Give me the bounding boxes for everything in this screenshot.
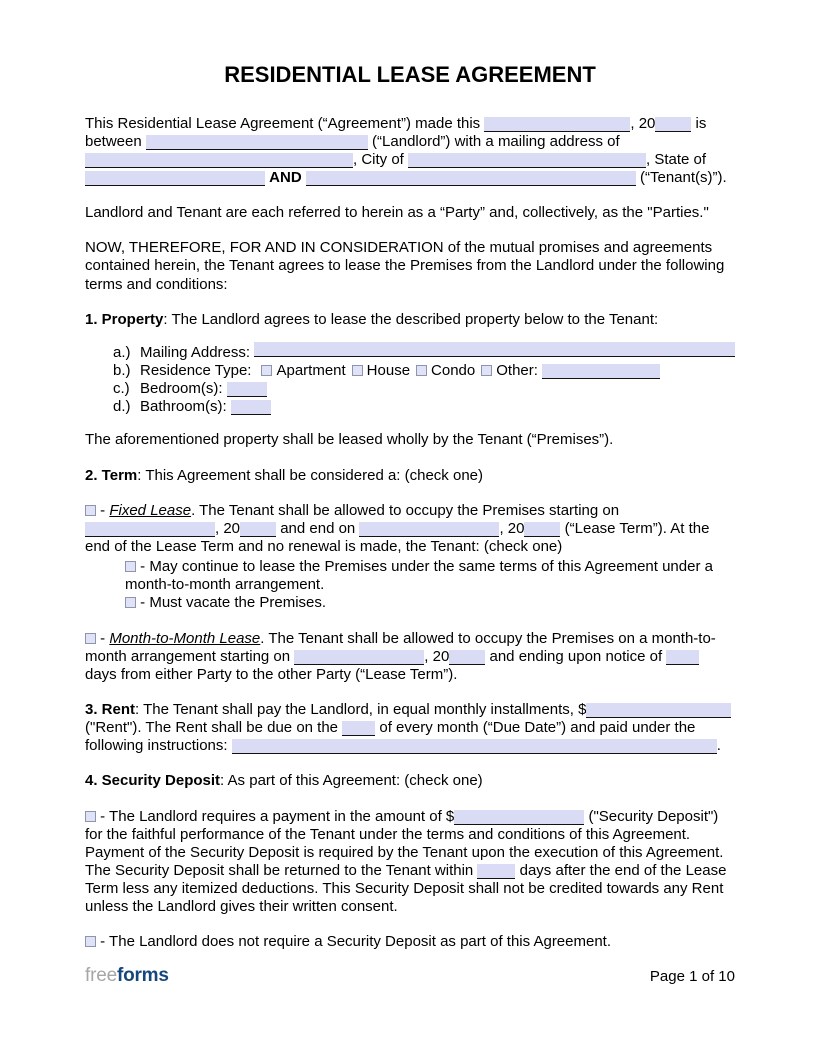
premises-note: The aforementioned property shall be leased wholly by the Tenant (“Premises”).	[85, 431, 614, 449]
fixed-lease-paragraph	[85, 502, 735, 556]
apartment-label: Apartment	[276, 362, 346, 380]
house-checkbox[interactable]	[352, 365, 363, 376]
deposit-text-2: ("Security Deposit") for the faithful performance of the Tenant under the terms and conditions of this Agreement. Payment of the Security Deposit is required by the Tenant upon the execution of this Agreement. The Security Deposit shall be returned to the Tenant within	[85, 807, 724, 879]
option-vacate-text: - Must vacate the Premises.	[136, 594, 327, 612]
mailing-address-label: Mailing Address:	[140, 343, 251, 361]
rent-amount-field[interactable]	[586, 703, 731, 718]
option-continue-row	[125, 558, 735, 594]
rent-period: .	[716, 737, 721, 755]
m2m-dash: -	[96, 629, 110, 647]
term-heading	[85, 467, 735, 485]
agreement-year-field[interactable]	[655, 117, 691, 132]
lease-start-date-field[interactable]	[85, 522, 215, 537]
freeforms-logo	[85, 965, 169, 988]
other-residence-field[interactable]	[542, 364, 660, 379]
intro-text-tenant: (“Tenant(s)”).	[635, 169, 727, 187]
tenant-name-field[interactable]	[306, 171, 636, 186]
continue-lease-checkbox[interactable]	[125, 561, 136, 572]
lease-end-year-field[interactable]	[524, 522, 560, 537]
m2m-notice-days-field[interactable]	[666, 650, 699, 665]
deposit-heading-rest: : As part of this Agreement: (check one)	[220, 772, 483, 790]
fixed-lease-comma20-b: , 20	[499, 519, 525, 537]
intro-text-is-between: is between	[85, 114, 707, 150]
property-list	[113, 342, 735, 417]
fixed-lease-checkbox[interactable]	[85, 505, 96, 516]
vacate-premises-checkbox[interactable]	[125, 597, 136, 608]
m2m-text-1: . The Tenant shall be allowed to occupy the Premises on a month-to-month arrangement starting on	[85, 629, 716, 665]
deposit-amount-field[interactable]	[454, 810, 584, 825]
condo-label: Condo	[431, 362, 476, 380]
no-deposit-paragraph	[85, 933, 735, 951]
property-heading-number: 1. Property	[85, 310, 164, 328]
page-number: Page 1 of 10	[649, 968, 735, 986]
fixed-lease-dash: -	[96, 501, 110, 519]
property-item-mailing-address	[113, 342, 735, 362]
month-to-month-label: Month-to-Month Lease	[109, 629, 261, 647]
house-label: House	[366, 362, 411, 380]
item-c-label: c.)	[113, 380, 130, 398]
term-heading-number: 2. Term	[85, 466, 138, 484]
parties-paragraph: Landlord and Tenant are each referred to herein as a “Party” and, collectively, as the "Parties."	[85, 204, 709, 222]
bathrooms-label: Bathroom(s):	[140, 398, 227, 416]
term-heading-rest: : This Agreement shall be considered a: (check one)	[137, 466, 483, 484]
state-field[interactable]	[85, 171, 265, 186]
rent-text-1: : The Tenant shall pay the Landlord, in equal monthly installments, $	[135, 700, 587, 718]
intro-text-made-this: This Residential Lease Agreement (“Agreement”) made this	[85, 114, 485, 132]
item-b-label: b.)	[113, 362, 131, 380]
month-to-month-checkbox[interactable]	[85, 633, 96, 644]
condo-checkbox[interactable]	[416, 365, 427, 376]
logo-free-text: free	[85, 965, 117, 987]
lease-start-year-field[interactable]	[240, 522, 276, 537]
deposit-heading-number: 4. Security Deposit	[85, 772, 221, 790]
no-deposit-text: - The Landlord does not require a Security Deposit as part of this Agreement.	[96, 933, 612, 951]
deposit-return-days-field[interactable]	[477, 864, 515, 879]
no-deposit-checkbox[interactable]	[85, 936, 96, 947]
deposit-required-paragraph	[85, 808, 735, 917]
bedrooms-field[interactable]	[227, 382, 267, 397]
agreement-date-field[interactable]	[484, 117, 630, 132]
fixed-lease-text-3: (“Lease Term”). At the end of the Lease Term and no renewal is made, the Tenant: (check one)	[85, 519, 710, 555]
intro-paragraph	[85, 115, 735, 188]
intro-text-state-of: , State of	[646, 150, 707, 168]
intro-text-landlord: (“Landlord”) with a mailing address of	[367, 132, 620, 150]
consideration-paragraph: NOW, THEREFORE, FOR AND IN CONSIDERATION of the mutual promises and agreements contained herein, the Tenant agrees to lease the Premises from the Landlord under the following terms and conditions:	[85, 239, 725, 293]
bedrooms-label: Bedroom(s):	[140, 380, 223, 398]
rent-heading-number: 3. Rent	[85, 700, 136, 718]
deposit-text-3: days after the end of the Lease Term less any itemized deductions. This Security Deposit shall not be credited towards any Rent unless the Landlord gives their written consent.	[85, 861, 727, 916]
fixed-lease-text-1: . The Tenant shall be allowed to occupy the Premises starting on	[191, 501, 620, 519]
landlord-name-field[interactable]	[146, 135, 368, 150]
rent-paragraph	[85, 701, 735, 755]
city-field[interactable]	[408, 153, 646, 168]
fixed-lease-comma20-a: , 20	[215, 519, 241, 537]
fixed-lease-suboptions	[125, 558, 735, 612]
property-heading	[85, 311, 735, 329]
month-to-month-paragraph	[85, 630, 735, 684]
deposit-text-1: - The Landlord requires a payment in the amount of $	[96, 807, 455, 825]
apartment-checkbox[interactable]	[261, 365, 272, 376]
other-checkbox[interactable]	[481, 365, 492, 376]
page-title: RESIDENTIAL LEASE AGREEMENT	[224, 62, 596, 87]
fixed-lease-label: Fixed Lease	[109, 501, 192, 519]
intro-text-city-of: , City of	[353, 150, 409, 168]
property-heading-rest: : The Landlord agrees to lease the described property below to the Tenant:	[163, 310, 659, 328]
item-a-label: a.)	[113, 343, 131, 361]
logo-forms-text: forms	[116, 965, 169, 987]
mailing-address-field[interactable]	[254, 342, 735, 357]
fixed-lease-text-2: and end on	[276, 519, 360, 537]
m2m-text-2: and ending upon notice of	[485, 647, 667, 665]
property-item-bathrooms	[113, 398, 735, 416]
page-footer	[85, 965, 735, 988]
payment-instructions-field[interactable]	[232, 739, 717, 754]
other-label: Other:	[496, 362, 538, 380]
m2m-comma20: , 20	[424, 647, 450, 665]
m2m-text-3: days from either Party to the other Party (“Lease Term”).	[85, 665, 458, 683]
option-vacate-row	[125, 594, 735, 612]
item-d-label: d.)	[113, 398, 131, 416]
m2m-start-date-field[interactable]	[294, 650, 424, 665]
property-item-residence-type	[113, 362, 735, 380]
residence-type-label: Residence Type:	[140, 362, 252, 380]
intro-and-label: AND	[269, 169, 302, 187]
landlord-address-field[interactable]	[85, 153, 353, 168]
option-continue-text: - May continue to lease the Premises under the same terms of this Agreement under a month-to-month arrangement.	[125, 558, 713, 594]
deposit-heading	[85, 772, 735, 790]
rent-text-3: of every month (“Due Date”) and paid under the following instructions:	[85, 719, 696, 755]
lease-end-date-field[interactable]	[359, 522, 499, 537]
rent-text-2: ("Rent"). The Rent shall be due on the	[85, 719, 343, 737]
intro-text-comma20: , 20	[630, 114, 656, 132]
bathrooms-field[interactable]	[231, 400, 271, 415]
rent-due-day-field[interactable]	[342, 721, 375, 736]
deposit-required-checkbox[interactable]	[85, 811, 96, 822]
m2m-start-year-field[interactable]	[449, 650, 485, 665]
property-item-bedrooms	[113, 380, 735, 398]
